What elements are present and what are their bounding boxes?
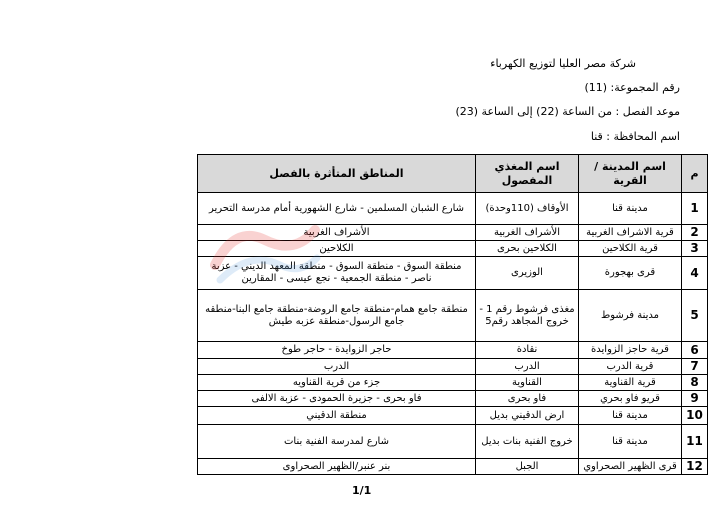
row-number: 1 (682, 193, 708, 225)
table-row (198, 459, 708, 475)
row-feeder: الأوقاف (110وحدة) (476, 193, 579, 225)
row-areas: حاجر الزوايدة - حاجر طوخ (198, 342, 476, 359)
row-number: 4 (682, 257, 708, 290)
row-areas: الدرب (198, 359, 476, 375)
header-feeder: اسم المغذي المفصول (476, 155, 579, 193)
table-row (198, 193, 708, 225)
table-row (198, 241, 708, 257)
row-areas: شارع الشبان المسلمين - شارع الشهورية أمام مدرسة التحرير (198, 193, 476, 225)
row-city: مدينة قنا (579, 407, 682, 425)
header-areas: المناطق المتأثرة بالفصل (198, 155, 476, 193)
row-areas: الأشراف الغربية (198, 225, 476, 241)
table-row (198, 257, 708, 290)
row-city: مدينة قنا (579, 193, 682, 225)
table-row (198, 225, 708, 241)
row-city: مدينة فرشوط (579, 290, 682, 342)
row-feeder: ارض الدقيني بديل (476, 407, 579, 425)
row-number: 10 (682, 407, 708, 425)
row-areas: فاو بحرى - جزيرة الحمودى - عزبة الالفى (198, 391, 476, 407)
row-number: 9 (682, 391, 708, 407)
outage-table (197, 154, 708, 475)
row-city: قرى بهجورة (579, 257, 682, 290)
row-areas: منطقة الدقيني (198, 407, 476, 425)
row-number: 8 (682, 375, 708, 391)
table-row (198, 391, 708, 407)
row-number: 7 (682, 359, 708, 375)
row-city: قرية الدرب (579, 359, 682, 375)
row-areas: شارع لمدرسة الفنية بنات (198, 425, 476, 459)
row-areas: جزء من قرية القناويه (198, 375, 476, 391)
row-number: 2 (682, 225, 708, 241)
table-header-row (198, 155, 708, 193)
group-number: رقم المجموعة: (11) (584, 81, 680, 94)
row-feeder: الأشراف الغربية (476, 225, 579, 241)
row-feeder: نقادة (476, 342, 579, 359)
row-areas: منطقة جامع همام-منطقة جامع الروضة-منطقة جامع البنا-منطقه جامع الرسول-منطقة عزبه طيش (198, 290, 476, 342)
table-row (198, 290, 708, 342)
row-feeder: مغذى فرشوط رقم 1 - خروج المجاهد رقم5 (476, 290, 579, 342)
page-number: 1/1 (352, 484, 372, 497)
row-number: 12 (682, 459, 708, 475)
row-areas: منطقة السوق - منطقة السوق - منطقة المعهد الديني - عزبة ناصر - منطقة الجمعية - نجع عيسى - المقارين (198, 257, 476, 290)
governorate-name: اسم المحافظة : قنا (590, 130, 680, 143)
row-number: 5 (682, 290, 708, 342)
header-city: اسم المدينة / القرية (579, 155, 682, 193)
table-row (198, 425, 708, 459)
row-number: 3 (682, 241, 708, 257)
header-number: م (682, 155, 708, 193)
row-feeder: الوزيرى (476, 257, 579, 290)
row-feeder: الدرب (476, 359, 579, 375)
table-row (198, 342, 708, 359)
table-row (198, 359, 708, 375)
row-city: قرية الكلاحين (579, 241, 682, 257)
row-number: 6 (682, 342, 708, 359)
row-feeder: فاو بحرى (476, 391, 579, 407)
row-city: قرية حاجز الزوايدة (579, 342, 682, 359)
row-city: قرية القناوية (579, 375, 682, 391)
cutoff-time: موعد الفصل : من الساعة (22) إلى الساعة (23) (455, 105, 680, 118)
row-city: قرى الظهير الصحراوي (579, 459, 682, 475)
row-feeder: القناوية (476, 375, 579, 391)
row-feeder: الجبل (476, 459, 579, 475)
row-number: 11 (682, 425, 708, 459)
row-feeder: الكلاحين بحرى (476, 241, 579, 257)
row-city: مدينة قنا (579, 425, 682, 459)
company-name: شركة مصر العليا لتوزيع الكهرباء (490, 57, 636, 70)
row-areas: بنر عنبر/الظهير الصحراوى (198, 459, 476, 475)
table-row (198, 375, 708, 391)
table-row (198, 407, 708, 425)
row-city: قرية الاشراف الغربية (579, 225, 682, 241)
row-feeder: خروج الفنية بنات بديل (476, 425, 579, 459)
row-areas: الكلاحين (198, 241, 476, 257)
row-city: قريو فاو بحري (579, 391, 682, 407)
